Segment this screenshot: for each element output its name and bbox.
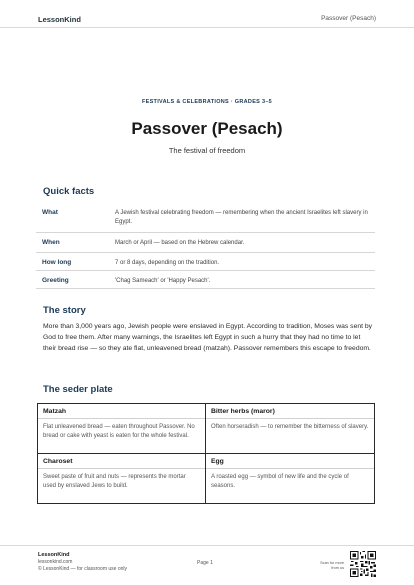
fact-value: 'Chag Sameach' or 'Happy Pesach'. <box>115 278 211 284</box>
fact-row-how-long <box>36 253 375 271</box>
fact-row-greeting <box>36 271 375 289</box>
seder-item-desc: Often horseradish — to remember the bitterness of slavery. <box>211 424 369 430</box>
page-number: Page 1 <box>197 560 213 566</box>
page-subtitle: The festival of freedom <box>168 146 246 155</box>
fact-value: A Jewish festival celebrating freedom — remembering when the ancient Israelites left slavery in Egypt. <box>115 210 368 226</box>
page-footer <box>0 545 414 585</box>
seder-item-egg <box>206 454 374 504</box>
seder-plate-heading: The seder plate <box>43 384 113 395</box>
seder-item-title: Egg <box>206 458 374 469</box>
story-heading: The story <box>43 305 86 316</box>
fact-value: March or April — based on the Hebrew calendar. <box>115 240 245 246</box>
page-title: Passover (Pesach) <box>131 119 283 138</box>
quick-facts-table <box>36 203 375 289</box>
footer-copyright: © LessonKind — for classroom use only <box>38 566 128 572</box>
fact-label: How long <box>42 259 72 266</box>
qr-caption: Scan for more from us <box>320 561 344 570</box>
seder-item-title: Bitter herbs (maror) <box>206 408 374 419</box>
fact-label: When <box>42 239 60 246</box>
seder-item-charoset <box>38 454 206 504</box>
seder-item-desc: Sweet paste of fruit and nuts — represents the mortar used by enslaved Jews to build. <box>43 473 186 489</box>
seder-item-desc: A roasted egg — symbol of new life and the cycle of seasons. <box>211 473 349 489</box>
fact-label: Greeting <box>42 277 69 284</box>
seder-item-title: Charoset <box>38 458 205 469</box>
fact-value: 7 or 8 days, depending on the tradition. <box>115 260 220 266</box>
quick-facts-heading: Quick facts <box>43 186 95 197</box>
seder-item-title: Matzah <box>38 408 205 419</box>
header-doc-title: Passover (Pesach) <box>321 15 376 22</box>
fact-row-when <box>36 233 375 253</box>
footer-site-link[interactable]: lessonkind.com <box>38 559 73 565</box>
brand-logo-text[interactable]: LessonKind <box>38 15 81 24</box>
seder-item-matzah <box>38 404 206 454</box>
story-text: More than 3,000 years ago, Jewish people were enslaved in Egypt. According to tradition, Moses was sent by God to free them. After many warnings, the Israelites left Egypt in such a hurry that they had no time to let their bread rise — so they ate flat, unleavened bread (matzah). Passover remembers this escape to freedom. <box>43 323 373 352</box>
fact-label: What <box>42 209 58 216</box>
page-header <box>0 0 414 28</box>
seder-plate-grid <box>37 403 375 504</box>
seder-item-bitter-herbs <box>206 404 374 454</box>
category-eyebrow: FESTIVALS & CELEBRATIONS · GRADES 3–5 <box>141 99 273 105</box>
seder-item-desc: Flat unleavened bread — eaten throughout Passover. No bread or cake with yeast is eaten for the whole festival. <box>43 424 195 440</box>
footer-brand: LessonKind <box>38 552 70 558</box>
qr-code-icon[interactable] <box>350 551 376 577</box>
fact-row-what <box>36 203 375 233</box>
